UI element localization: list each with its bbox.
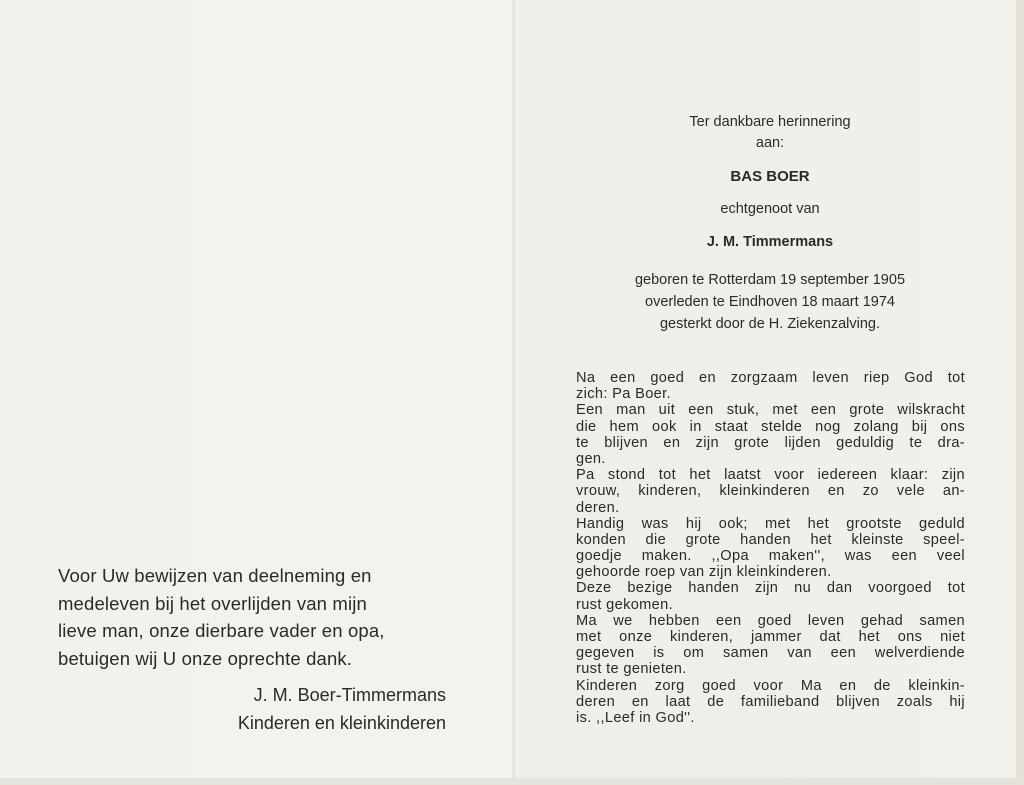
intro-line: Ter dankbare herinnering <box>689 114 851 130</box>
card-edge-right <box>1016 0 1024 785</box>
text-line: Handig was hij ook; met het grootste geduld <box>576 515 965 532</box>
text-line: Een man uit een stuk, met een grote wilskracht <box>576 402 965 419</box>
signature-line: Kinderen en kleinkinderen <box>237 713 446 733</box>
text-line: gegeven is om samen van een welverdiende <box>576 645 965 662</box>
text-line: te blijven en zijn grote lijden geduldig te dra- <box>576 434 965 451</box>
text-line: konden die grote handen het kleinste speel- <box>576 531 965 548</box>
text-line: Ma we hebben een goed leven gehad samen <box>576 612 965 629</box>
text-line: deren. <box>576 499 620 516</box>
sacrament-line: gesterkt door de H. Ziekenzalving. <box>659 316 881 332</box>
text-line: met onze kinderen, jammer dat het ons niet <box>576 629 965 645</box>
death-line: overleden te Eindhoven 18 maart 1974 <box>645 294 895 310</box>
memorial-text <box>576 370 965 726</box>
text-line: Kinderen zorg goed voor Ma en de kleinkin- <box>576 677 965 694</box>
spouse-name: J. M. Timmermans <box>706 234 834 250</box>
memorial-header <box>560 112 980 335</box>
text-line: goedje maken. ,,Opa maken'', was een veel <box>576 548 965 565</box>
text-line: deren en laat de familieband blijven zoals hij <box>576 693 965 710</box>
text-line: gehoorde roep van zijn kleinkinderen. <box>576 564 832 581</box>
card-edge-bottom <box>0 778 1024 785</box>
text-line: rust te genieten. <box>576 661 687 678</box>
text-line: Na een goed en zorgzaam leven riep God tot <box>576 370 965 386</box>
card-fold <box>512 0 516 785</box>
text-line: Deze bezige handen zijn nu dan voorgoed tot <box>576 580 965 597</box>
intro-line: aan: <box>755 135 785 151</box>
text-line: rust gekomen. <box>576 596 674 613</box>
thanks-line: lieve man, onze dierbare vader en opa, <box>58 620 385 641</box>
signature-line: J. M. Boer-Timmermans <box>253 685 446 705</box>
signature-block <box>180 681 446 737</box>
thanks-line: betuigen wij U onze oprechte dank. <box>58 647 353 669</box>
thanks-line: Voor Uw bewijzen van deelneming en <box>58 565 372 586</box>
thanks-line: medeleven bij het overlijden van mijn <box>58 592 367 614</box>
thanks-paragraph <box>58 562 450 672</box>
birth-line: geboren te Rotterdam 19 september 1905 <box>634 272 906 288</box>
text-line: is. ,,Leef in God''. <box>576 709 695 726</box>
text-line: Pa stond tot het laatst voor iedereen klaar: zijn <box>576 467 965 484</box>
text-line: gen. <box>576 450 606 467</box>
life-dates <box>560 269 980 335</box>
deceased-name: BAS BOER <box>730 168 810 185</box>
spouse-label: echtgenoot van <box>720 201 820 217</box>
text-line: vrouw, kinderen, kleinkinderen en zo vele an- <box>576 483 965 500</box>
text-line: zich: Pa Boer. <box>576 386 671 403</box>
text-line: die hem ook in staat stelde nog zolang bij ons <box>576 418 965 435</box>
